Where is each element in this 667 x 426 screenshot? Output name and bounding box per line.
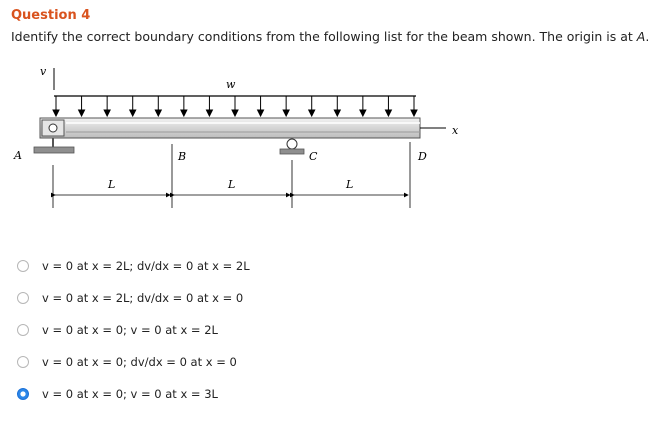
load-arrowhead — [181, 110, 187, 116]
radio-button-1[interactable] — [17, 260, 29, 272]
load-arrowhead — [360, 110, 366, 116]
load-arrowhead — [232, 110, 238, 116]
label-b: B — [178, 150, 187, 163]
w-label: w — [226, 78, 236, 91]
answer-option-2[interactable] — [17, 288, 347, 308]
prompt-end: . — [645, 29, 650, 44]
load-arrowhead — [258, 110, 264, 116]
load-arrowhead — [411, 110, 417, 116]
span-label-2: L — [228, 178, 236, 191]
radio-button-4[interactable] — [17, 356, 29, 368]
radio-button-2[interactable] — [17, 292, 29, 304]
label-a: A — [14, 149, 22, 162]
load-arrowhead — [79, 110, 85, 116]
label-d: D — [418, 150, 427, 163]
support-c-roller — [287, 139, 297, 149]
prompt-text: Identify the correct boundary conditions from the following list for the beam shown. The origin is at — [11, 29, 637, 44]
support-a-pin — [49, 124, 57, 132]
x-label: x — [452, 124, 459, 137]
load-arrowhead — [334, 110, 340, 116]
label-c: C — [309, 150, 318, 163]
support-a-base — [34, 147, 74, 153]
answer-option-3[interactable] — [17, 320, 347, 340]
load-arrows — [53, 96, 417, 116]
radio-button-5[interactable] — [17, 388, 29, 400]
question-prompt — [11, 29, 649, 44]
load-arrowhead — [53, 110, 59, 116]
answer-option-3-label: v = 0 at x = 0; v = 0 at x = 2L — [42, 323, 218, 337]
radio-button-3[interactable] — [17, 324, 29, 336]
answer-option-4-label: v = 0 at x = 0; dv/dx = 0 at x = 0 — [42, 355, 237, 369]
support-c-base — [280, 149, 304, 154]
question-title: Question 4 — [11, 8, 91, 23]
load-arrowhead — [155, 110, 161, 116]
load-arrowhead — [130, 110, 136, 116]
load-arrowhead — [385, 110, 391, 116]
load-arrowhead — [104, 110, 110, 116]
answer-option-1[interactable] — [17, 256, 347, 276]
answer-option-5-label: v = 0 at x = 0; v = 0 at x = 3L — [42, 387, 218, 401]
v-label: v — [40, 65, 47, 78]
load-arrowhead — [283, 110, 289, 116]
span-label-3: L — [346, 178, 354, 191]
answer-option-2-label: v = 0 at x = 2L; dv/dx = 0 at x = 0 — [42, 291, 244, 305]
beam — [40, 118, 420, 138]
answer-option-4[interactable] — [17, 352, 347, 372]
span-label-1: L — [108, 178, 116, 191]
beam-diagram — [0, 60, 667, 210]
load-arrowhead — [309, 110, 315, 116]
answer-option-1-label: v = 0 at x = 2L; dv/dx = 0 at x = 2L — [42, 259, 250, 273]
answer-option-5[interactable] — [17, 384, 347, 404]
load-arrowhead — [206, 110, 212, 116]
prompt-origin: A — [636, 29, 646, 44]
